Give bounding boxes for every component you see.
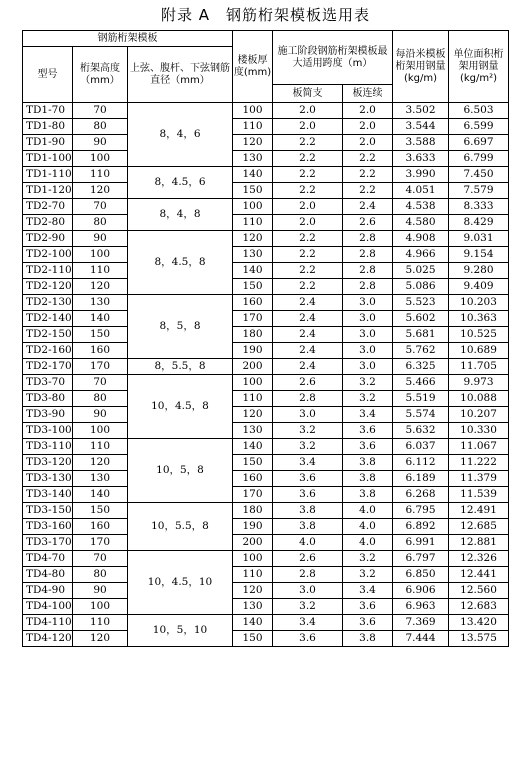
cell-span-continuous: 3.2 [343, 551, 393, 567]
cell-type: TD4-90 [23, 583, 73, 599]
cell-steel-per-m2: 8.333 [449, 199, 509, 215]
cell-steel-per-m: 5.574 [393, 407, 449, 423]
cell-span-simple: 2.8 [273, 567, 343, 583]
cell-height: 110 [73, 439, 128, 455]
cell-span-continuous: 3.6 [343, 615, 393, 631]
cell-steel-per-m2: 6.697 [449, 135, 509, 151]
cell-span-simple: 2.0 [273, 103, 343, 119]
cell-diameter: 10，4.5，10 [128, 551, 233, 615]
table-row [23, 631, 509, 647]
cell-type: TD2-160 [23, 343, 73, 359]
cell-type: TD3-120 [23, 455, 73, 471]
cell-span-continuous: 2.6 [343, 215, 393, 231]
table-row [23, 279, 509, 295]
cell-steel-per-m: 3.544 [393, 119, 449, 135]
cell-type: TD1-110 [23, 167, 73, 183]
cell-span-continuous: 3.2 [343, 391, 393, 407]
cell-steel-per-m2: 9.973 [449, 375, 509, 391]
cell-span-simple: 3.4 [273, 615, 343, 631]
cell-steel-per-m: 7.444 [393, 631, 449, 647]
cell-steel-per-m2: 9.409 [449, 279, 509, 295]
cell-span-continuous: 3.8 [343, 631, 393, 647]
cell-steel-per-m: 3.502 [393, 103, 449, 119]
table-row [23, 199, 509, 215]
cell-type: TD4-110 [23, 615, 73, 631]
cell-steel-per-m2: 6.503 [449, 103, 509, 119]
cell-height: 70 [73, 551, 128, 567]
cell-thickness: 100 [233, 199, 273, 215]
cell-steel-per-m: 6.850 [393, 567, 449, 583]
cell-thickness: 130 [233, 423, 273, 439]
cell-span-simple: 2.4 [273, 327, 343, 343]
cell-steel-per-m: 4.966 [393, 247, 449, 263]
cell-span-simple: 2.4 [273, 311, 343, 327]
cell-steel-per-m2: 10.689 [449, 343, 509, 359]
cell-thickness: 110 [233, 119, 273, 135]
table-row [23, 167, 509, 183]
cell-steel-per-m2: 6.599 [449, 119, 509, 135]
cell-thickness: 150 [233, 631, 273, 647]
table-row [23, 343, 509, 359]
cell-span-simple: 2.0 [273, 119, 343, 135]
cell-type: TD4-70 [23, 551, 73, 567]
table-row [23, 551, 509, 567]
cell-steel-per-m: 6.268 [393, 487, 449, 503]
cell-thickness: 110 [233, 391, 273, 407]
cell-height: 130 [73, 471, 128, 487]
cell-type: TD3-100 [23, 423, 73, 439]
cell-thickness: 180 [233, 327, 273, 343]
cell-span-continuous: 2.2 [343, 183, 393, 199]
cell-steel-per-m2: 13.420 [449, 615, 509, 631]
cell-thickness: 170 [233, 487, 273, 503]
table-row [23, 215, 509, 231]
cell-steel-per-m: 5.086 [393, 279, 449, 295]
cell-span-simple: 3.0 [273, 583, 343, 599]
table-row [23, 135, 509, 151]
cell-steel-per-m: 5.025 [393, 263, 449, 279]
cell-height: 110 [73, 167, 128, 183]
cell-diameter: 10，5.5，8 [128, 503, 233, 551]
cell-height: 70 [73, 103, 128, 119]
cell-steel-per-m: 6.112 [393, 455, 449, 471]
cell-steel-per-m2: 11.705 [449, 359, 509, 375]
cell-span-continuous: 3.4 [343, 583, 393, 599]
cell-span-continuous: 3.0 [343, 327, 393, 343]
cell-type: TD3-90 [23, 407, 73, 423]
cell-span-continuous: 4.0 [343, 503, 393, 519]
cell-span-simple: 3.0 [273, 407, 343, 423]
cell-steel-per-m2: 10.363 [449, 311, 509, 327]
cell-span-simple: 3.2 [273, 439, 343, 455]
cell-steel-per-m2: 12.491 [449, 503, 509, 519]
cell-steel-per-m: 6.037 [393, 439, 449, 455]
cell-span-simple: 3.6 [273, 631, 343, 647]
cell-type: TD4-80 [23, 567, 73, 583]
cell-steel-per-m: 3.633 [393, 151, 449, 167]
cell-span-simple: 3.2 [273, 599, 343, 615]
cell-steel-per-m2: 10.525 [449, 327, 509, 343]
cell-type: TD3-130 [23, 471, 73, 487]
cell-type: TD3-110 [23, 439, 73, 455]
cell-span-continuous: 3.6 [343, 599, 393, 615]
cell-steel-per-m: 5.681 [393, 327, 449, 343]
table-row [23, 295, 509, 311]
cell-diameter: 10，5，8 [128, 439, 233, 503]
cell-steel-per-m: 5.519 [393, 391, 449, 407]
cell-steel-per-m: 4.538 [393, 199, 449, 215]
cell-height: 90 [73, 231, 128, 247]
cell-steel-per-m: 6.797 [393, 551, 449, 567]
cell-steel-per-m2: 13.575 [449, 631, 509, 647]
cell-span-simple: 3.6 [273, 471, 343, 487]
cell-diameter: 8，4，6 [128, 103, 233, 167]
cell-span-simple: 3.8 [273, 503, 343, 519]
table-row [23, 583, 509, 599]
cell-thickness: 150 [233, 183, 273, 199]
cell-span-simple: 4.0 [273, 535, 343, 551]
cell-span-simple: 2.2 [273, 183, 343, 199]
cell-thickness: 180 [233, 503, 273, 519]
cell-span-continuous: 2.4 [343, 199, 393, 215]
cell-thickness: 120 [233, 407, 273, 423]
cell-thickness: 140 [233, 167, 273, 183]
header-steel-per-m2: 单位面积桁架用钢量(kg/m²) [449, 31, 509, 103]
cell-steel-per-m2: 10.203 [449, 295, 509, 311]
cell-span-simple: 2.2 [273, 167, 343, 183]
cell-steel-per-m2: 7.579 [449, 183, 509, 199]
cell-span-simple: 2.0 [273, 215, 343, 231]
cell-span-simple: 2.0 [273, 199, 343, 215]
cell-steel-per-m2: 12.881 [449, 535, 509, 551]
cell-span-continuous: 2.8 [343, 231, 393, 247]
cell-height: 100 [73, 151, 128, 167]
cell-span-continuous: 3.4 [343, 407, 393, 423]
cell-steel-per-m2: 6.799 [449, 151, 509, 167]
cell-span-continuous: 3.0 [343, 359, 393, 375]
table-row [23, 183, 509, 199]
cell-type: TD3-80 [23, 391, 73, 407]
cell-height: 80 [73, 215, 128, 231]
table-row [23, 151, 509, 167]
cell-thickness: 160 [233, 295, 273, 311]
cell-steel-per-m: 4.580 [393, 215, 449, 231]
cell-span-continuous: 2.0 [343, 119, 393, 135]
table-row [23, 615, 509, 631]
cell-height: 100 [73, 247, 128, 263]
cell-steel-per-m2: 12.441 [449, 567, 509, 583]
cell-span-simple: 3.8 [273, 519, 343, 535]
cell-type: TD2-140 [23, 311, 73, 327]
cell-height: 170 [73, 535, 128, 551]
cell-diameter: 10，5，10 [128, 615, 233, 647]
cell-span-simple: 2.8 [273, 391, 343, 407]
cell-span-simple: 2.2 [273, 231, 343, 247]
header-steel-per-m: 每沿米模板桁架用钢量(kg/m) [393, 31, 449, 103]
selection-table [22, 30, 509, 647]
table-row [23, 263, 509, 279]
cell-thickness: 200 [233, 535, 273, 551]
cell-height: 120 [73, 455, 128, 471]
cell-thickness: 150 [233, 279, 273, 295]
cell-type: TD2-70 [23, 199, 73, 215]
cell-thickness: 140 [233, 263, 273, 279]
cell-type: TD1-70 [23, 103, 73, 119]
table-row [23, 535, 509, 551]
cell-diameter: 8，4.5，6 [128, 167, 233, 199]
cell-span-simple: 2.2 [273, 135, 343, 151]
cell-height: 90 [73, 407, 128, 423]
cell-span-simple: 3.2 [273, 423, 343, 439]
table-row [23, 311, 509, 327]
cell-type: TD2-110 [23, 263, 73, 279]
header-diameter: 上弦、腹杆、下弦钢筋直径（mm） [128, 47, 233, 103]
table-row [23, 471, 509, 487]
table-row [23, 455, 509, 471]
cell-steel-per-m2: 12.560 [449, 583, 509, 599]
cell-span-continuous: 2.0 [343, 103, 393, 119]
table-row [23, 103, 509, 119]
cell-diameter: 10，4.5，8 [128, 375, 233, 439]
cell-span-continuous: 2.8 [343, 279, 393, 295]
cell-span-continuous: 3.8 [343, 471, 393, 487]
cell-steel-per-m2: 9.154 [449, 247, 509, 263]
cell-thickness: 150 [233, 455, 273, 471]
cell-height: 120 [73, 279, 128, 295]
cell-span-simple: 2.4 [273, 359, 343, 375]
cell-height: 130 [73, 295, 128, 311]
cell-diameter: 8，4.5，8 [128, 231, 233, 295]
table-row [23, 567, 509, 583]
cell-steel-per-m2: 12.685 [449, 519, 509, 535]
cell-thickness: 140 [233, 439, 273, 455]
cell-type: TD2-130 [23, 295, 73, 311]
cell-steel-per-m2: 11.539 [449, 487, 509, 503]
cell-thickness: 120 [233, 135, 273, 151]
cell-steel-per-m: 5.466 [393, 375, 449, 391]
table-row [23, 247, 509, 263]
cell-span-continuous: 2.8 [343, 263, 393, 279]
table-row [23, 375, 509, 391]
cell-span-continuous: 2.2 [343, 167, 393, 183]
cell-height: 160 [73, 343, 128, 359]
cell-span-continuous: 3.0 [343, 311, 393, 327]
cell-steel-per-m: 5.632 [393, 423, 449, 439]
cell-span-continuous: 2.8 [343, 247, 393, 263]
cell-thickness: 100 [233, 375, 273, 391]
cell-steel-per-m2: 11.222 [449, 455, 509, 471]
table-row [23, 439, 509, 455]
cell-diameter: 8，4，8 [128, 199, 233, 231]
cell-span-continuous: 3.8 [343, 455, 393, 471]
header-type: 型号 [23, 47, 73, 103]
cell-thickness: 120 [233, 231, 273, 247]
cell-thickness: 200 [233, 359, 273, 375]
cell-type: TD2-120 [23, 279, 73, 295]
cell-diameter: 8，5，8 [128, 295, 233, 359]
cell-height: 150 [73, 327, 128, 343]
cell-height: 120 [73, 183, 128, 199]
cell-steel-per-m: 5.523 [393, 295, 449, 311]
cell-diameter: 8，5.5，8 [128, 359, 233, 375]
table-row [23, 599, 509, 615]
cell-span-continuous: 2.0 [343, 135, 393, 151]
table-row [23, 359, 509, 375]
cell-span-continuous: 3.8 [343, 487, 393, 503]
cell-steel-per-m: 6.991 [393, 535, 449, 551]
cell-steel-per-m2: 9.031 [449, 231, 509, 247]
cell-height: 100 [73, 599, 128, 615]
cell-height: 100 [73, 423, 128, 439]
cell-span-continuous: 2.2 [343, 151, 393, 167]
cell-steel-per-m: 6.906 [393, 583, 449, 599]
cell-thickness: 100 [233, 551, 273, 567]
cell-steel-per-m: 7.369 [393, 615, 449, 631]
cell-steel-per-m: 3.588 [393, 135, 449, 151]
cell-type: TD1-120 [23, 183, 73, 199]
cell-steel-per-m2: 7.450 [449, 167, 509, 183]
cell-steel-per-m: 6.795 [393, 503, 449, 519]
cell-thickness: 130 [233, 247, 273, 263]
cell-steel-per-m: 6.189 [393, 471, 449, 487]
cell-type: TD3-160 [23, 519, 73, 535]
cell-thickness: 130 [233, 599, 273, 615]
cell-steel-per-m2: 8.429 [449, 215, 509, 231]
cell-span-simple: 2.4 [273, 343, 343, 359]
cell-span-simple: 3.4 [273, 455, 343, 471]
cell-type: TD3-70 [23, 375, 73, 391]
cell-span-simple: 2.4 [273, 295, 343, 311]
cell-span-simple: 2.6 [273, 375, 343, 391]
cell-steel-per-m2: 12.683 [449, 599, 509, 615]
cell-steel-per-m2: 12.326 [449, 551, 509, 567]
cell-height: 90 [73, 583, 128, 599]
cell-height: 150 [73, 503, 128, 519]
cell-thickness: 190 [233, 343, 273, 359]
cell-thickness: 170 [233, 311, 273, 327]
table-row [23, 487, 509, 503]
cell-steel-per-m: 3.990 [393, 167, 449, 183]
cell-steel-per-m: 5.602 [393, 311, 449, 327]
cell-steel-per-m2: 10.207 [449, 407, 509, 423]
cell-thickness: 120 [233, 583, 273, 599]
header-span: 施工阶段钢筋桁架模板最大适用跨度（m） [273, 31, 393, 85]
cell-span-continuous: 4.0 [343, 519, 393, 535]
cell-thickness: 110 [233, 215, 273, 231]
cell-height: 70 [73, 199, 128, 215]
cell-span-continuous: 3.2 [343, 567, 393, 583]
cell-steel-per-m: 6.892 [393, 519, 449, 535]
cell-type: TD1-100 [23, 151, 73, 167]
cell-span-simple: 2.2 [273, 263, 343, 279]
cell-thickness: 100 [233, 103, 273, 119]
table-row [23, 119, 509, 135]
cell-steel-per-m2: 10.088 [449, 391, 509, 407]
cell-thickness: 160 [233, 471, 273, 487]
table-body [23, 103, 509, 647]
cell-type: TD1-90 [23, 135, 73, 151]
cell-height: 80 [73, 391, 128, 407]
cell-type: TD3-170 [23, 535, 73, 551]
cell-type: TD2-80 [23, 215, 73, 231]
cell-type: TD1-80 [23, 119, 73, 135]
header-simple: 板简支 [273, 85, 343, 103]
cell-height: 110 [73, 263, 128, 279]
table-row [23, 407, 509, 423]
cell-height: 90 [73, 135, 128, 151]
cell-span-continuous: 3.6 [343, 439, 393, 455]
cell-type: TD2-170 [23, 359, 73, 375]
cell-span-continuous: 3.2 [343, 375, 393, 391]
header-height: 桁架高度（mm） [73, 47, 128, 103]
cell-thickness: 110 [233, 567, 273, 583]
cell-span-simple: 2.2 [273, 151, 343, 167]
cell-span-continuous: 3.0 [343, 343, 393, 359]
header-truss-group: 钢筋桁架模板 [23, 31, 233, 47]
cell-type: TD4-120 [23, 631, 73, 647]
header-thickness: 楼板厚度(mm) [233, 31, 273, 103]
cell-height: 160 [73, 519, 128, 535]
cell-steel-per-m2: 11.067 [449, 439, 509, 455]
cell-height: 80 [73, 119, 128, 135]
table-row [23, 503, 509, 519]
cell-type: TD3-140 [23, 487, 73, 503]
cell-height: 70 [73, 375, 128, 391]
cell-type: TD2-90 [23, 231, 73, 247]
cell-steel-per-m2: 10.330 [449, 423, 509, 439]
cell-type: TD2-150 [23, 327, 73, 343]
cell-span-continuous: 3.0 [343, 295, 393, 311]
cell-thickness: 190 [233, 519, 273, 535]
cell-steel-per-m: 6.325 [393, 359, 449, 375]
cell-steel-per-m: 4.051 [393, 183, 449, 199]
table-row [23, 231, 509, 247]
cell-span-simple: 3.6 [273, 487, 343, 503]
cell-height: 120 [73, 631, 128, 647]
table-row [23, 327, 509, 343]
cell-span-continuous: 4.0 [343, 535, 393, 551]
table-row [23, 391, 509, 407]
cell-type: TD4-100 [23, 599, 73, 615]
cell-height: 170 [73, 359, 128, 375]
cell-height: 140 [73, 311, 128, 327]
cell-height: 80 [73, 567, 128, 583]
cell-thickness: 140 [233, 615, 273, 631]
cell-span-simple: 2.2 [273, 279, 343, 295]
page-title: 附录 A 钢筋桁架模板选用表 [160, 6, 371, 24]
cell-steel-per-m2: 9.280 [449, 263, 509, 279]
cell-steel-per-m: 5.762 [393, 343, 449, 359]
cell-steel-per-m: 4.908 [393, 231, 449, 247]
table-row [23, 519, 509, 535]
cell-height: 110 [73, 615, 128, 631]
cell-type: TD3-150 [23, 503, 73, 519]
table-row [23, 423, 509, 439]
cell-steel-per-m2: 11.379 [449, 471, 509, 487]
cell-span-simple: 2.2 [273, 247, 343, 263]
cell-type: TD2-100 [23, 247, 73, 263]
cell-steel-per-m: 6.963 [393, 599, 449, 615]
cell-span-continuous: 3.6 [343, 423, 393, 439]
cell-height: 140 [73, 487, 128, 503]
header-continuous: 板连续 [343, 85, 393, 103]
cell-span-simple: 2.6 [273, 551, 343, 567]
cell-thickness: 130 [233, 151, 273, 167]
